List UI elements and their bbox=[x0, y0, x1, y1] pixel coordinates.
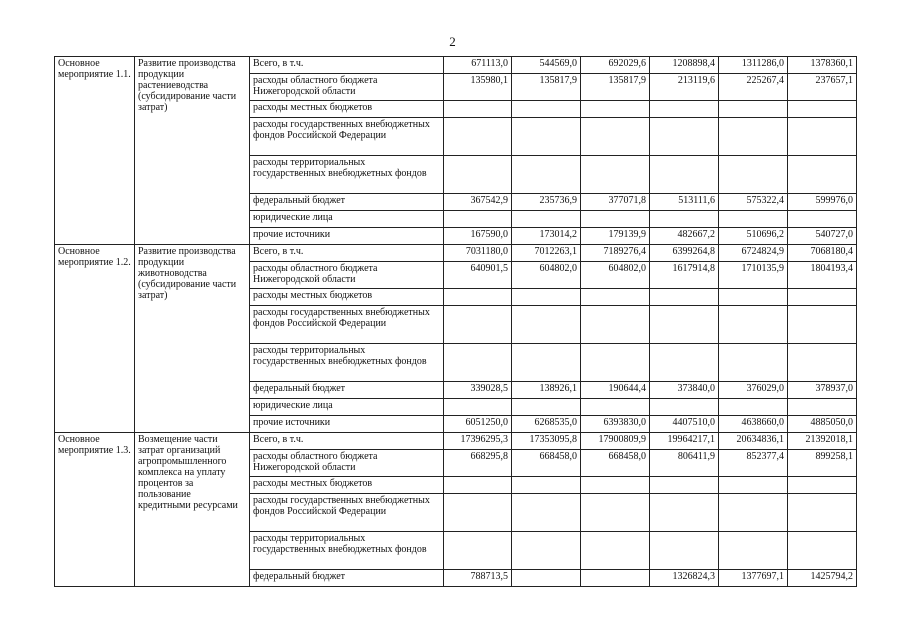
amount-cell: 19964217,1 bbox=[650, 433, 719, 450]
amount-cell bbox=[788, 118, 857, 156]
funding-source: Всего, в т.ч. bbox=[250, 57, 444, 74]
amount-cell: 7068180,4 bbox=[788, 245, 857, 262]
amount-cell bbox=[719, 289, 788, 306]
amount-cell: 7031180,0 bbox=[444, 245, 512, 262]
amount-cell bbox=[788, 101, 857, 118]
amount-cell bbox=[719, 494, 788, 532]
amount-cell bbox=[444, 477, 512, 494]
amount-cell bbox=[650, 289, 719, 306]
budget-table-body bbox=[55, 57, 857, 587]
amount-cell: 378937,0 bbox=[788, 382, 857, 399]
budget-table bbox=[54, 56, 857, 587]
funding-source: прочие источники bbox=[250, 416, 444, 433]
amount-cell: 235736,9 bbox=[512, 194, 581, 211]
funding-source: федеральный бюджет bbox=[250, 570, 444, 587]
amount-cell: 4407510,0 bbox=[650, 416, 719, 433]
funding-source: расходы территориальных государственных внебюджетных фондов bbox=[250, 156, 444, 194]
amount-cell: 482667,2 bbox=[650, 228, 719, 245]
amount-cell bbox=[444, 306, 512, 344]
funding-source: Всего, в т.ч. bbox=[250, 433, 444, 450]
amount-cell: 1425794,2 bbox=[788, 570, 857, 587]
amount-cell: 138926,1 bbox=[512, 382, 581, 399]
amount-cell: 7012263,1 bbox=[512, 245, 581, 262]
amount-cell bbox=[512, 156, 581, 194]
amount-cell: 17353095,8 bbox=[512, 433, 581, 450]
amount-cell: 544569,0 bbox=[512, 57, 581, 74]
amount-cell: 1710135,9 bbox=[719, 262, 788, 289]
amount-cell bbox=[512, 344, 581, 382]
amount-cell: 21392018,1 bbox=[788, 433, 857, 450]
amount-cell: 692029,6 bbox=[581, 57, 650, 74]
funding-source: расходы территориальных государственных внебюджетных фондов bbox=[250, 532, 444, 570]
amount-cell: 852377,4 bbox=[719, 450, 788, 477]
funding-source: юридические лица bbox=[250, 211, 444, 228]
amount-cell: 806411,9 bbox=[650, 450, 719, 477]
amount-cell: 135980,1 bbox=[444, 74, 512, 101]
amount-cell: 1804193,4 bbox=[788, 262, 857, 289]
amount-cell: 513111,6 bbox=[650, 194, 719, 211]
amount-cell: 135817,9 bbox=[581, 74, 650, 101]
amount-cell bbox=[650, 101, 719, 118]
amount-cell bbox=[581, 344, 650, 382]
amount-cell: 788713,5 bbox=[444, 570, 512, 587]
amount-cell bbox=[719, 306, 788, 344]
amount-cell: 135817,9 bbox=[512, 74, 581, 101]
amount-cell bbox=[581, 494, 650, 532]
amount-cell bbox=[512, 494, 581, 532]
amount-cell bbox=[581, 306, 650, 344]
amount-cell bbox=[788, 399, 857, 416]
amount-cell: 540727,0 bbox=[788, 228, 857, 245]
amount-cell bbox=[788, 477, 857, 494]
funding-source: прочие источники bbox=[250, 228, 444, 245]
amount-cell bbox=[650, 306, 719, 344]
amount-cell bbox=[444, 532, 512, 570]
amount-cell: 377071,8 bbox=[581, 194, 650, 211]
amount-cell bbox=[788, 344, 857, 382]
amount-cell bbox=[788, 289, 857, 306]
amount-cell: 1311286,0 bbox=[719, 57, 788, 74]
amount-cell bbox=[650, 532, 719, 570]
activity-label: Основное мероприятие 1.3. bbox=[55, 433, 135, 587]
amount-cell bbox=[512, 118, 581, 156]
table-row bbox=[55, 245, 857, 262]
funding-source: расходы областного бюджета Нижегородской области bbox=[250, 262, 444, 289]
amount-cell: 6393830,0 bbox=[581, 416, 650, 433]
amount-cell: 373840,0 bbox=[650, 382, 719, 399]
funding-source: расходы областного бюджета Нижегородской области bbox=[250, 74, 444, 101]
funding-source: расходы государственных внебюджетных фондов Российской Федерации bbox=[250, 118, 444, 156]
funding-source: расходы местных бюджетов bbox=[250, 477, 444, 494]
amount-cell: 1378360,1 bbox=[788, 57, 857, 74]
amount-cell: 179139,9 bbox=[581, 228, 650, 245]
amount-cell: 167590,0 bbox=[444, 228, 512, 245]
funding-source: расходы областного бюджета Нижегородской области bbox=[250, 450, 444, 477]
amount-cell: 4885050,0 bbox=[788, 416, 857, 433]
amount-cell bbox=[444, 156, 512, 194]
amount-cell: 173014,2 bbox=[512, 228, 581, 245]
amount-cell bbox=[581, 211, 650, 228]
amount-cell bbox=[719, 156, 788, 194]
activity-description: Развитие производства продукции растениеводства (субсидирование части затрат) bbox=[135, 57, 250, 245]
amount-cell bbox=[512, 477, 581, 494]
amount-cell: 367542,9 bbox=[444, 194, 512, 211]
amount-cell: 640901,5 bbox=[444, 262, 512, 289]
amount-cell bbox=[788, 532, 857, 570]
amount-cell: 575322,4 bbox=[719, 194, 788, 211]
amount-cell bbox=[444, 118, 512, 156]
activity-label: Основное мероприятие 1.2. bbox=[55, 245, 135, 433]
amount-cell bbox=[650, 211, 719, 228]
amount-cell bbox=[512, 211, 581, 228]
table-row bbox=[55, 57, 857, 74]
amount-cell bbox=[512, 306, 581, 344]
amount-cell: 1208898,4 bbox=[650, 57, 719, 74]
amount-cell: 668458,0 bbox=[581, 450, 650, 477]
amount-cell bbox=[788, 494, 857, 532]
amount-cell bbox=[650, 156, 719, 194]
amount-cell: 17900809,9 bbox=[581, 433, 650, 450]
activity-description: Возмещение части затрат организаций агропромышленного комплекса на уплату процентов за пользование кредитными ресурсами bbox=[135, 433, 250, 587]
amount-cell bbox=[581, 156, 650, 194]
amount-cell: 4638660,0 bbox=[719, 416, 788, 433]
amount-cell bbox=[512, 399, 581, 416]
amount-cell: 6268535,0 bbox=[512, 416, 581, 433]
amount-cell: 1377697,1 bbox=[719, 570, 788, 587]
amount-cell bbox=[444, 101, 512, 118]
funding-source: расходы территориальных государственных внебюджетных фондов bbox=[250, 344, 444, 382]
amount-cell bbox=[719, 344, 788, 382]
amount-cell bbox=[581, 289, 650, 306]
amount-cell bbox=[581, 477, 650, 494]
funding-source: федеральный бюджет bbox=[250, 194, 444, 211]
amount-cell bbox=[512, 289, 581, 306]
funding-source: федеральный бюджет bbox=[250, 382, 444, 399]
amount-cell bbox=[581, 399, 650, 416]
amount-cell bbox=[581, 570, 650, 587]
amount-cell: 671113,0 bbox=[444, 57, 512, 74]
page-number: 2 bbox=[449, 34, 456, 49]
amount-cell bbox=[444, 494, 512, 532]
amount-cell bbox=[581, 101, 650, 118]
funding-source: расходы государственных внебюджетных фондов Российской Федерации bbox=[250, 306, 444, 344]
amount-cell bbox=[719, 211, 788, 228]
amount-cell bbox=[512, 101, 581, 118]
amount-cell bbox=[719, 399, 788, 416]
amount-cell: 6724824,9 bbox=[719, 245, 788, 262]
amount-cell: 6051250,0 bbox=[444, 416, 512, 433]
amount-cell bbox=[512, 570, 581, 587]
amount-cell: 190644,4 bbox=[581, 382, 650, 399]
activity-description: Развитие производства продукции животноводства (субсидирование части затрат) bbox=[135, 245, 250, 433]
amount-cell bbox=[444, 289, 512, 306]
funding-source: расходы местных бюджетов bbox=[250, 101, 444, 118]
amount-cell bbox=[788, 211, 857, 228]
amount-cell: 17396295,3 bbox=[444, 433, 512, 450]
amount-cell bbox=[650, 399, 719, 416]
activity-label: Основное мероприятие 1.1. bbox=[55, 57, 135, 245]
amount-cell bbox=[788, 306, 857, 344]
amount-cell bbox=[719, 477, 788, 494]
funding-source: расходы государственных внебюджетных фондов Российской Федерации bbox=[250, 494, 444, 532]
amount-cell: 604802,0 bbox=[512, 262, 581, 289]
amount-cell bbox=[650, 494, 719, 532]
funding-source: юридические лица bbox=[250, 399, 444, 416]
amount-cell: 6399264,8 bbox=[650, 245, 719, 262]
amount-cell: 668295,8 bbox=[444, 450, 512, 477]
amount-cell: 668458,0 bbox=[512, 450, 581, 477]
amount-cell: 604802,0 bbox=[581, 262, 650, 289]
amount-cell bbox=[444, 344, 512, 382]
amount-cell bbox=[650, 477, 719, 494]
amount-cell bbox=[444, 399, 512, 416]
amount-cell: 213119,6 bbox=[650, 74, 719, 101]
amount-cell: 7189276,4 bbox=[581, 245, 650, 262]
amount-cell bbox=[650, 344, 719, 382]
amount-cell bbox=[581, 532, 650, 570]
amount-cell: 899258,1 bbox=[788, 450, 857, 477]
amount-cell: 376029,0 bbox=[719, 382, 788, 399]
amount-cell bbox=[788, 156, 857, 194]
amount-cell bbox=[719, 101, 788, 118]
amount-cell bbox=[581, 118, 650, 156]
amount-cell bbox=[512, 532, 581, 570]
funding-source: расходы местных бюджетов bbox=[250, 289, 444, 306]
amount-cell: 1326824,3 bbox=[650, 570, 719, 587]
amount-cell: 599976,0 bbox=[788, 194, 857, 211]
amount-cell: 225267,4 bbox=[719, 74, 788, 101]
amount-cell: 20634836,1 bbox=[719, 433, 788, 450]
amount-cell bbox=[719, 118, 788, 156]
amount-cell: 339028,5 bbox=[444, 382, 512, 399]
amount-cell bbox=[719, 532, 788, 570]
table-row bbox=[55, 433, 857, 450]
amount-cell: 510696,2 bbox=[719, 228, 788, 245]
amount-cell: 237657,1 bbox=[788, 74, 857, 101]
funding-source: Всего, в т.ч. bbox=[250, 245, 444, 262]
amount-cell bbox=[650, 118, 719, 156]
amount-cell: 1617914,8 bbox=[650, 262, 719, 289]
amount-cell bbox=[444, 211, 512, 228]
